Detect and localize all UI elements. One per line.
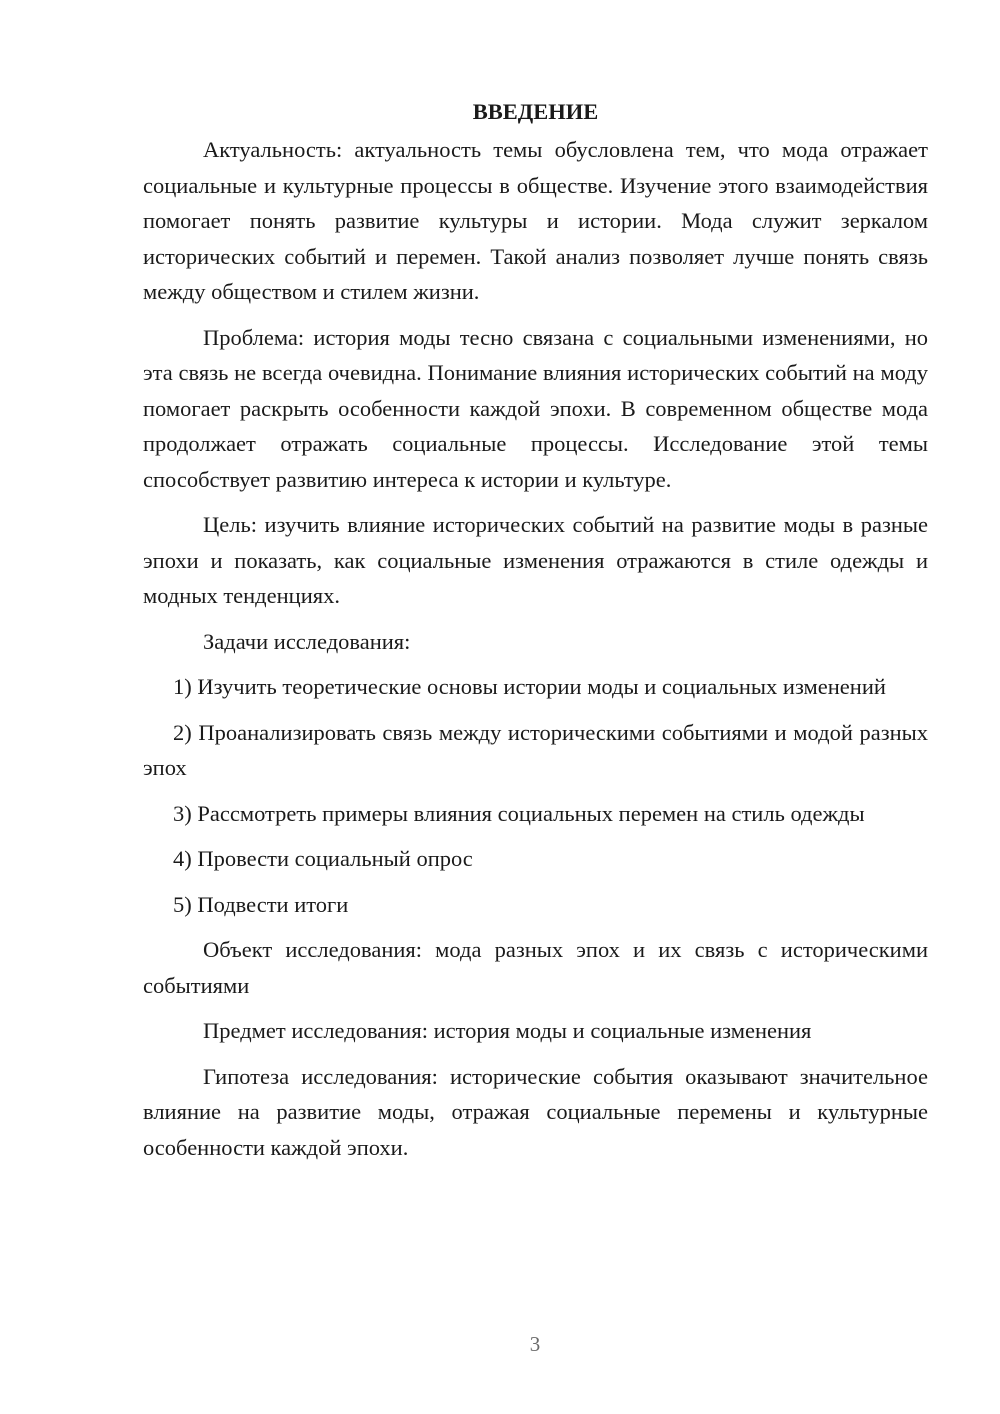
- document-page: [143, 92, 928, 1165]
- paragraph-problem: Проблема: история моды тесно связана с социальными изменениями, но эта связь не всегда очевидна. Понимание влияния исторических событий на моду помогает раскрыть особенности каждой эпохи. В современном обществе мода продолжает отражать социальные процессы. Исследование этой темы способствует развитию интереса к истории и культуре.: [143, 324, 928, 492]
- paragraph-subject: Предмет исследования: история моды и социальные изменения: [203, 1018, 812, 1043]
- paragraph-goal: Цель: изучить влияние исторических событий на развитие моды в разные эпохи и показать, как социальные изменения отражаются в стиле одежды и модных тенденциях.: [143, 512, 928, 608]
- task-item-5: 5) Подвести итоги: [173, 891, 349, 917]
- task-item-4: 4) Провести социальный опрос: [173, 846, 473, 871]
- task-item-3: 3) Рассмотреть примеры влияния социальных перемен на стиль одежды: [173, 800, 865, 826]
- paragraph-relevance: Актуальность: актуальность темы обусловлена тем, что мода отражает социальные и культурные процессы в обществе. Изучение этого взаимодействия помогает понять развитие культуры и истории. Мода служит зеркалом исторических событий и перемен. Такой анализ позволяет лучше понять связь между обществом и стилем жизни.: [143, 137, 928, 304]
- paragraph-hypothesis: Гипотеза исследования: исторические события оказывают значительное влияние на развитие моды, отражая социальные перемены и культурные особенности каждой эпохи.: [143, 1063, 928, 1160]
- tasks-heading: Задачи исследования:: [203, 628, 411, 654]
- task-item-1: 1) Изучить теоретические основы истории моды и социальных изменений: [173, 674, 886, 699]
- paragraph-object: Объект исследования: мода разных эпох и их связь с историческими событиями: [143, 937, 928, 998]
- page-number: 3: [529, 1332, 541, 1356]
- section-title: ВВЕДЕНИЕ: [472, 99, 599, 124]
- task-item-2: 2) Проанализировать связь между историческими событиями и модой разных эпох: [143, 719, 928, 780]
